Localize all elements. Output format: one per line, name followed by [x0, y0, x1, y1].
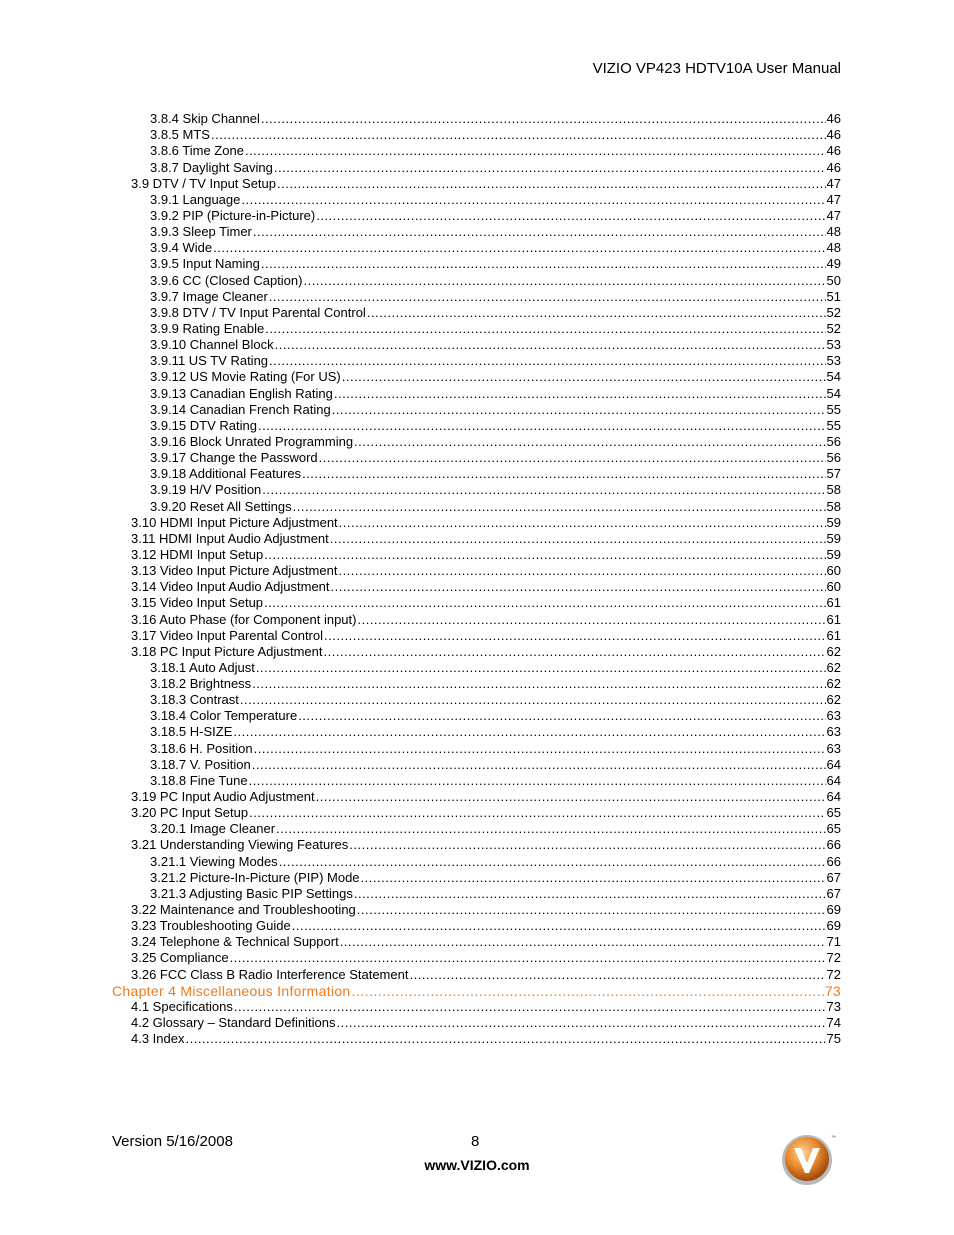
- toc-dot-leader: [337, 1015, 826, 1031]
- toc-entry[interactable]: [112, 272, 841, 288]
- toc-entry[interactable]: [112, 353, 841, 369]
- toc-entry[interactable]: [112, 547, 841, 563]
- toc-entry-page: 74: [826, 1015, 841, 1031]
- toc-dot-leader: [269, 353, 826, 369]
- toc-entry-page: 58: [826, 498, 841, 514]
- toc-dot-leader: [269, 289, 826, 305]
- toc-entry-page: 64: [826, 756, 841, 772]
- toc-entry-title: 3.18.8 Fine Tune: [150, 772, 248, 788]
- toc-entry[interactable]: [112, 321, 841, 337]
- toc-entry-page: 54: [826, 385, 841, 401]
- toc-entry-title: 3.22 Maintenance and Troubleshooting: [131, 902, 356, 918]
- toc-entry-title: 3.20.1 Image Cleaner: [150, 821, 276, 837]
- toc-dot-leader: [211, 127, 826, 143]
- toc-dot-leader: [357, 612, 825, 628]
- toc-entry-title: 3.21 Understanding Viewing Features: [131, 837, 349, 853]
- toc-entry-title: 3.8.5 MTS: [150, 127, 210, 143]
- toc-entry-title: 3.9.4 Wide: [150, 240, 213, 256]
- toc-entry-page: 46: [826, 127, 841, 143]
- toc-entry-title: 3.21.3 Adjusting Basic PIP Settings: [150, 885, 353, 901]
- toc-entry[interactable]: [112, 918, 841, 934]
- toc-entry[interactable]: [112, 611, 841, 627]
- toc-entry-page: 62: [826, 692, 841, 708]
- toc-dot-leader: [357, 902, 826, 918]
- toc-dot-leader: [275, 337, 826, 353]
- toc-entry[interactable]: [112, 337, 841, 353]
- toc-dot-leader: [253, 224, 826, 240]
- toc-entry-page: 69: [826, 918, 841, 934]
- toc-entry-title: 3.15 Video Input Setup: [131, 595, 264, 611]
- toc-entry-title: 3.18.7 V. Position: [150, 756, 251, 772]
- toc-entry[interactable]: [112, 837, 841, 853]
- toc-entry-title: 3.21.2 Picture-In-Picture (PIP) Mode: [150, 869, 360, 885]
- toc-entry[interactable]: [112, 450, 841, 466]
- toc-entry-title: 3.18 PC Input Picture Adjustment: [131, 643, 323, 659]
- toc-entry-title: 3.9.5 Input Naming: [150, 256, 260, 272]
- toc-dot-leader: [258, 418, 826, 434]
- toc-dot-leader: [252, 757, 826, 773]
- table-of-contents: [112, 111, 841, 1047]
- toc-entry-page: 48: [826, 224, 841, 240]
- toc-entry-page: 61: [826, 627, 841, 643]
- footer-page-number: 8: [471, 1133, 480, 1150]
- toc-entry[interactable]: [112, 369, 841, 385]
- footer-version: Version 5/16/2008: [112, 1133, 233, 1150]
- toc-entry-page: 72: [826, 966, 841, 982]
- toc-entry-title: 3.9.17 Change the Password: [150, 450, 318, 466]
- toc-dot-leader: [293, 499, 826, 515]
- toc-entry-page: 63: [826, 724, 841, 740]
- toc-entry-page: 47: [826, 191, 841, 207]
- toc-entry-title: 3.9.12 US Movie Rating (For US): [150, 369, 341, 385]
- toc-entry-title: 3.9.14 Canadian French Rating: [150, 401, 331, 417]
- toc-dot-leader: [233, 724, 825, 740]
- toc-entry[interactable]: [112, 434, 841, 450]
- toc-entry-page: 62: [826, 659, 841, 675]
- toc-entry-title: 3.18.4 Color Temperature: [150, 708, 298, 724]
- toc-entry-page: 59: [826, 514, 841, 530]
- toc-entry-title: 3.17 Video Input Parental Control: [131, 627, 324, 643]
- toc-entry-page: 64: [826, 772, 841, 788]
- toc-entry-title: 3.9.20 Reset All Settings: [150, 498, 292, 514]
- toc-entry[interactable]: [112, 256, 841, 272]
- toc-entry[interactable]: [112, 192, 841, 208]
- toc-entry[interactable]: [112, 111, 841, 127]
- toc-dot-leader: [352, 983, 824, 999]
- toc-entry[interactable]: [112, 143, 841, 159]
- toc-entry-title: 3.9 DTV / TV Input Setup: [131, 175, 277, 191]
- toc-dot-leader: [319, 450, 826, 466]
- toc-entry-title: 3.9.18 Additional Features: [150, 466, 302, 482]
- toc-entry[interactable]: [112, 870, 841, 886]
- toc-entry-title: 3.8.4 Skip Channel: [150, 111, 260, 127]
- toc-entry-page: 48: [826, 240, 841, 256]
- toc-dot-leader: [254, 741, 826, 757]
- toc-dot-leader: [367, 305, 826, 321]
- toc-entry-title: 3.8.6 Time Zone: [150, 143, 244, 159]
- toc-dot-leader: [292, 918, 826, 934]
- toc-entry-page: 59: [826, 546, 841, 562]
- toc-entry-title: 3.18.3 Contrast: [150, 692, 239, 708]
- toc-entry-title: 4.2 Glossary – Standard Definitions: [131, 1015, 336, 1031]
- toc-entry-page: 50: [826, 272, 841, 288]
- toc-entry-title: 3.21.1 Viewing Modes: [150, 853, 278, 869]
- toc-dot-leader: [249, 773, 826, 789]
- toc-entry-page: 64: [826, 789, 841, 805]
- toc-entry-page: 62: [826, 676, 841, 692]
- toc-entry-title: 4.1 Specifications: [131, 998, 233, 1014]
- toc-entry-title: 3.9.3 Sleep Timer: [150, 224, 252, 240]
- toc-dot-leader: [354, 886, 826, 902]
- toc-entry[interactable]: [112, 934, 841, 950]
- toc-entry-page: 54: [826, 369, 841, 385]
- toc-entry[interactable]: [112, 708, 841, 724]
- toc-entry-title: 3.8.7 Daylight Saving: [150, 159, 273, 175]
- toc-dot-leader: [302, 466, 825, 482]
- toc-entry-page: 55: [826, 417, 841, 433]
- toc-dot-leader: [409, 967, 825, 983]
- toc-dot-leader: [262, 482, 825, 498]
- toc-dot-leader: [241, 192, 825, 208]
- toc-entry[interactable]: [112, 740, 841, 756]
- toc-entry-title: 3.26 FCC Class B Radio Interference Statement: [131, 966, 409, 982]
- toc-dot-leader: [330, 531, 826, 547]
- toc-dot-leader: [338, 563, 825, 579]
- toc-entry[interactable]: [112, 402, 841, 418]
- toc-entry-page: 60: [826, 563, 841, 579]
- toc-entry-page: 71: [826, 934, 841, 950]
- toc-entry-page: 52: [826, 320, 841, 336]
- toc-entry-page: 73: [826, 998, 841, 1014]
- toc-entry-title: 3.9.6 CC (Closed Caption): [150, 272, 303, 288]
- toc-dot-leader: [339, 515, 826, 531]
- toc-entry-page: 56: [826, 433, 841, 449]
- toc-entry-page: 65: [826, 805, 841, 821]
- toc-entry-title: 3.14 Video Input Audio Adjustment: [131, 579, 330, 595]
- toc-entry-page: 58: [826, 482, 841, 498]
- toc-entry-page: 51: [826, 288, 841, 304]
- toc-dot-leader: [256, 660, 826, 676]
- toc-entry-page: 59: [826, 530, 841, 546]
- footer-url: www.VIZIO.com: [424, 1157, 530, 1173]
- toc-entry[interactable]: [112, 1015, 841, 1031]
- toc-dot-leader: [316, 208, 825, 224]
- toc-dot-leader: [274, 160, 826, 176]
- toc-entry[interactable]: [112, 805, 841, 821]
- toc-entry[interactable]: [112, 902, 841, 918]
- toc-dot-leader: [324, 628, 826, 644]
- vizio-v-logo-icon: [779, 1130, 837, 1188]
- toc-dot-leader: [277, 176, 826, 192]
- toc-entry[interactable]: [112, 498, 841, 514]
- toc-entry-page: 63: [826, 708, 841, 724]
- toc-entry-title: 3.9.13 Canadian English Rating: [150, 385, 333, 401]
- toc-entry[interactable]: [112, 563, 841, 579]
- toc-dot-leader: [331, 579, 826, 595]
- toc-entry-page: 47: [826, 175, 841, 191]
- toc-dot-leader: [332, 402, 826, 418]
- toc-entry-page: 56: [826, 450, 841, 466]
- toc-dot-leader: [334, 386, 826, 402]
- toc-entry-title: 3.9.11 US TV Rating: [150, 353, 269, 369]
- toc-entry-page: 49: [826, 256, 841, 272]
- toc-dot-leader: [261, 111, 826, 127]
- toc-entry-title: 3.9.8 DTV / TV Input Parental Control: [150, 304, 366, 320]
- toc-entry-page: 61: [826, 595, 841, 611]
- toc-entry[interactable]: [112, 240, 841, 256]
- toc-entry[interactable]: [112, 692, 841, 708]
- toc-entry-page: 46: [826, 143, 841, 159]
- toc-entry-title: Chapter 4 Miscellaneous Information: [112, 982, 351, 999]
- toc-entry[interactable]: [112, 1031, 841, 1047]
- toc-dot-leader: [261, 256, 826, 272]
- toc-entry[interactable]: [112, 886, 841, 902]
- toc-entry[interactable]: [112, 531, 841, 547]
- toc-entry[interactable]: [112, 724, 841, 740]
- toc-dot-leader: [316, 789, 826, 805]
- toc-entry-title: 3.23 Troubleshooting Guide: [131, 918, 291, 934]
- toc-entry-page: 69: [826, 902, 841, 918]
- toc-dot-leader: [354, 434, 825, 450]
- toc-entry[interactable]: [112, 127, 841, 143]
- toc-entry[interactable]: [112, 821, 841, 837]
- toc-entry-title: 3.20 PC Input Setup: [131, 805, 249, 821]
- toc-entry[interactable]: [112, 595, 841, 611]
- toc-entry-page: 46: [826, 111, 841, 127]
- toc-dot-leader: [252, 676, 825, 692]
- toc-entry[interactable]: [112, 418, 841, 434]
- toc-entry[interactable]: [112, 159, 841, 175]
- toc-dot-leader: [186, 1031, 826, 1047]
- toc-entry-page: 55: [826, 401, 841, 417]
- toc-dot-leader: [249, 805, 825, 821]
- toc-entry-page: 67: [826, 885, 841, 901]
- toc-entry-title: 3.19 PC Input Audio Adjustment: [131, 789, 315, 805]
- toc-dot-leader: [264, 595, 825, 611]
- svg-text:™: ™: [831, 1135, 836, 1141]
- toc-dot-leader: [361, 870, 826, 886]
- toc-entry-title: 3.11 HDMI Input Audio Adjustment: [131, 530, 329, 546]
- toc-entry-page: 66: [826, 853, 841, 869]
- toc-entry-title: 3.18.6 H. Position: [150, 740, 253, 756]
- toc-entry-title: 3.9.19 H/V Position: [150, 482, 262, 498]
- toc-entry-page: 75: [826, 1031, 841, 1047]
- toc-dot-leader: [303, 273, 825, 289]
- toc-entry-title: 3.9.7 Image Cleaner: [150, 288, 268, 304]
- toc-entry-page: 53: [826, 353, 841, 369]
- toc-entry-title: 3.18.1 Auto Adjust: [150, 659, 255, 675]
- toc-entry[interactable]: [112, 466, 841, 482]
- toc-entry[interactable]: [112, 999, 841, 1015]
- toc-dot-leader: [265, 321, 825, 337]
- toc-entry[interactable]: [112, 515, 841, 531]
- toc-entry-page: 53: [826, 337, 841, 353]
- toc-entry-page: 57: [826, 466, 841, 482]
- toc-entry-title: 3.10 HDMI Input Picture Adjustment: [131, 514, 338, 530]
- toc-entry-title: 3.9.10 Channel Block: [150, 337, 274, 353]
- toc-entry[interactable]: [112, 853, 841, 869]
- toc-entry[interactable]: [112, 644, 841, 660]
- toc-entry-page: 62: [826, 643, 841, 659]
- toc-dot-leader: [324, 644, 826, 660]
- toc-entry[interactable]: [112, 224, 841, 240]
- toc-entry[interactable]: [112, 208, 841, 224]
- toc-dot-leader: [276, 821, 826, 837]
- toc-entry-page: 52: [826, 304, 841, 320]
- toc-dot-leader: [279, 854, 826, 870]
- toc-dot-leader: [342, 369, 826, 385]
- toc-dot-leader: [245, 143, 826, 159]
- toc-entry-title: 3.13 Video Input Picture Adjustment: [131, 563, 338, 579]
- toc-entry[interactable]: [112, 773, 841, 789]
- toc-entry[interactable]: [112, 482, 841, 498]
- toc-entry-page: 60: [826, 579, 841, 595]
- toc-entry-title: 3.25 Compliance: [131, 950, 229, 966]
- toc-dot-leader: [349, 837, 825, 853]
- toc-entry[interactable]: [112, 789, 841, 805]
- toc-entry-title: 3.9.15 DTV Rating: [150, 417, 257, 433]
- toc-entry-title: 4.3 Index: [131, 1031, 185, 1047]
- toc-entry[interactable]: [112, 950, 841, 966]
- toc-entry-page: 67: [826, 869, 841, 885]
- toc-entry[interactable]: [112, 628, 841, 644]
- toc-entry-title: 3.24 Telephone & Technical Support: [131, 934, 339, 950]
- toc-entry[interactable]: [112, 385, 841, 401]
- toc-entry-page: 63: [826, 740, 841, 756]
- toc-entry-page: 46: [826, 159, 841, 175]
- toc-entry-page: 65: [826, 821, 841, 837]
- toc-entry[interactable]: [112, 289, 841, 305]
- toc-entry[interactable]: [112, 305, 841, 321]
- toc-entry[interactable]: [112, 176, 841, 192]
- toc-entry-title: 3.18.2 Brightness: [150, 676, 252, 692]
- toc-entry-title: 3.9.1 Language: [150, 191, 241, 207]
- toc-dot-leader: [340, 934, 826, 950]
- toc-entry-title: 3.16 Auto Phase (for Component input): [131, 611, 357, 627]
- toc-dot-leader: [230, 950, 826, 966]
- toc-entry-page: 72: [826, 950, 841, 966]
- toc-entry[interactable]: [112, 966, 841, 982]
- toc-entry-page: 73: [824, 982, 841, 999]
- toc-dot-leader: [240, 692, 826, 708]
- toc-entry[interactable]: [112, 660, 841, 676]
- toc-entry[interactable]: [112, 579, 841, 595]
- toc-entry-title: 3.18.5 H-SIZE: [150, 724, 233, 740]
- toc-entry-page: 47: [826, 207, 841, 223]
- toc-dot-leader: [264, 547, 825, 563]
- toc-entry-title: 3.9.16 Block Unrated Programming: [150, 433, 354, 449]
- toc-dot-leader: [234, 999, 826, 1015]
- toc-entry[interactable]: [112, 757, 841, 773]
- toc-entry[interactable]: [112, 676, 841, 692]
- toc-chapter-entry[interactable]: [112, 983, 841, 999]
- document-title: VIZIO VP423 HDTV10A User Manual: [592, 60, 841, 77]
- toc-dot-leader: [213, 240, 825, 256]
- toc-entry-title: 3.9.2 PIP (Picture-in-Picture): [150, 207, 316, 223]
- toc-entry-page: 61: [826, 611, 841, 627]
- toc-dot-leader: [298, 708, 825, 724]
- toc-entry-page: 66: [826, 837, 841, 853]
- toc-entry-title: 3.12 HDMI Input Setup: [131, 546, 264, 562]
- toc-entry-title: 3.9.9 Rating Enable: [150, 320, 265, 336]
